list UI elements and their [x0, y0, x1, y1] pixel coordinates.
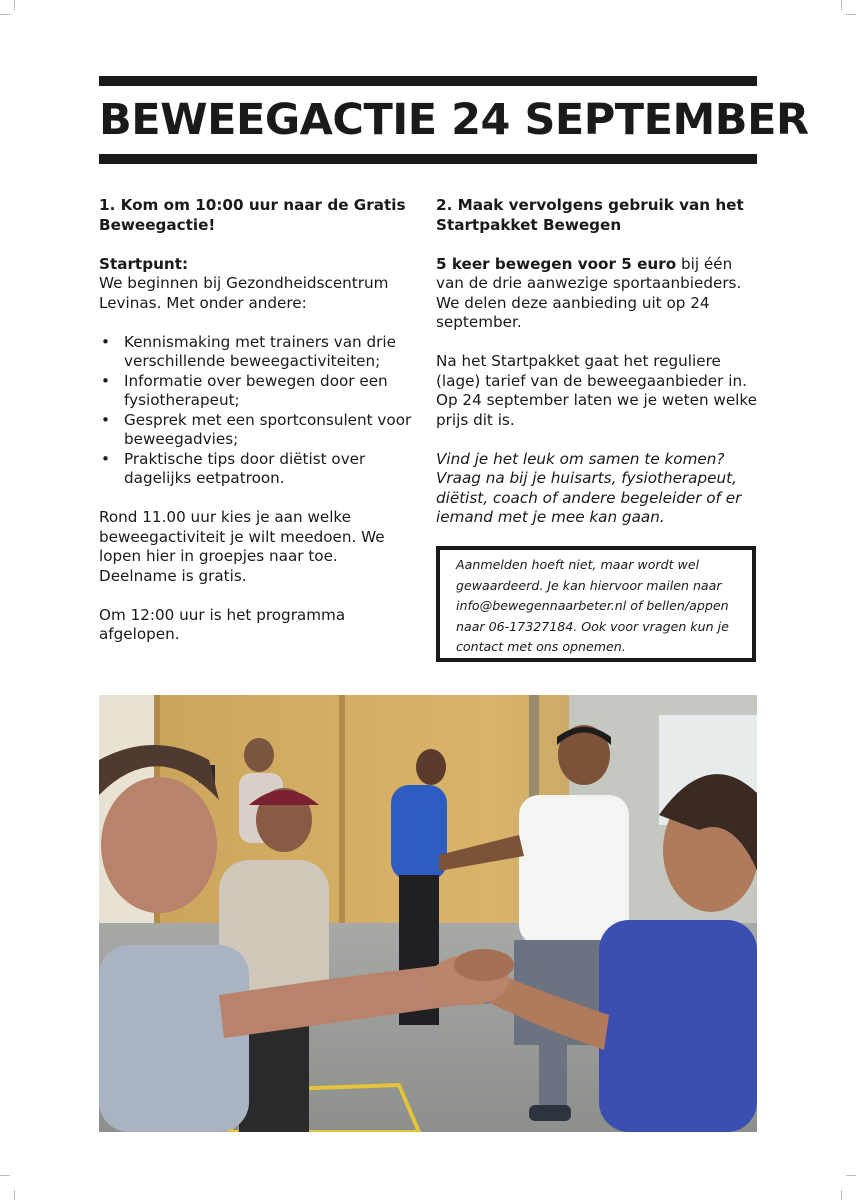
- registration-notice-text: Aanmelden hoeft niet, maar wordt wel gewaardeerd. Je kan hiervoor mailen naar info@bewegennaarbeter.nl of bellen/appen naar 06-17327184. Ook voor vragen kun je contact met ons opnemen.: [456, 557, 729, 654]
- crop-mark: [0, 1175, 10, 1186]
- activity-list: [99, 333, 417, 489]
- list-item: • Informatie over bewegen door een fysiotherapeut;: [99, 372, 417, 411]
- companion-paragraph: [436, 450, 758, 528]
- crop-mark: [846, 14, 856, 25]
- list-item: • Gesprek met een sportconsulent voor beweegadvies;: [99, 411, 417, 450]
- list-item: • Kennismaking met trainers van drie verschillende beweegactiviteiten;: [99, 333, 417, 372]
- crop-mark: [841, 1190, 842, 1200]
- companion-text: Vind je het leuk om samen te komen? Vraag na bij je huisarts, fysiotherapeut, diëtist, coach of andere begeleider of er iemand met je mee kan gaan.: [436, 449, 742, 526]
- registration-notice-box: [436, 546, 756, 662]
- photo-illustration: [99, 695, 757, 1132]
- choice-paragraph: Rond 11.00 uur kies je aan welke beweegactiviteit je wilt meedoen. We lopen hier in groepjes naar toe. Deelname is gratis.: [99, 508, 385, 585]
- group-exercise-photo: [99, 695, 757, 1132]
- right-column: [436, 196, 758, 547]
- left-column: [99, 196, 417, 664]
- section-1-heading: 1. Kom om 10:00 uur naar de Gratis Beweegactie!: [99, 196, 406, 234]
- title-bottom-rule: [99, 154, 757, 164]
- tariff-paragraph: Na het Startpakket gaat het reguliere (lage) tarief van de beweegaanbieder in. Op 24 september laten we je weten welke prijs dit is.: [436, 352, 757, 429]
- crop-mark: [846, 1175, 856, 1186]
- section-2-heading: 2. Maak vervolgens gebruik van het Startpakket Bewegen: [436, 196, 744, 234]
- offer-highlight: 5 keer bewegen voor 5 euro: [436, 254, 677, 273]
- startpunt-label: Startpunt:: [99, 254, 189, 273]
- offer-text: bij één van de drie aanwezige sportaanbieders. We delen deze aanbieding uit op 24 september.: [436, 254, 742, 331]
- end-paragraph: Om 12:00 uur is het programma afgelopen.: [99, 605, 346, 643]
- page-title: BEWEEGACTIE 24 SEPTEMBER: [99, 95, 809, 145]
- crop-mark: [841, 0, 842, 10]
- list-item: • Praktische tips door diëtist over dagelijks eetpatroon.: [99, 450, 417, 489]
- crop-mark: [14, 1190, 15, 1200]
- crop-mark: [0, 14, 10, 25]
- offer-paragraph: [436, 255, 758, 333]
- crop-mark: [14, 0, 15, 10]
- title-top-rule: [99, 76, 757, 86]
- startpunt-text: We beginnen bij Gezondheidscentrum Levinas. Met onder andere:: [99, 274, 389, 312]
